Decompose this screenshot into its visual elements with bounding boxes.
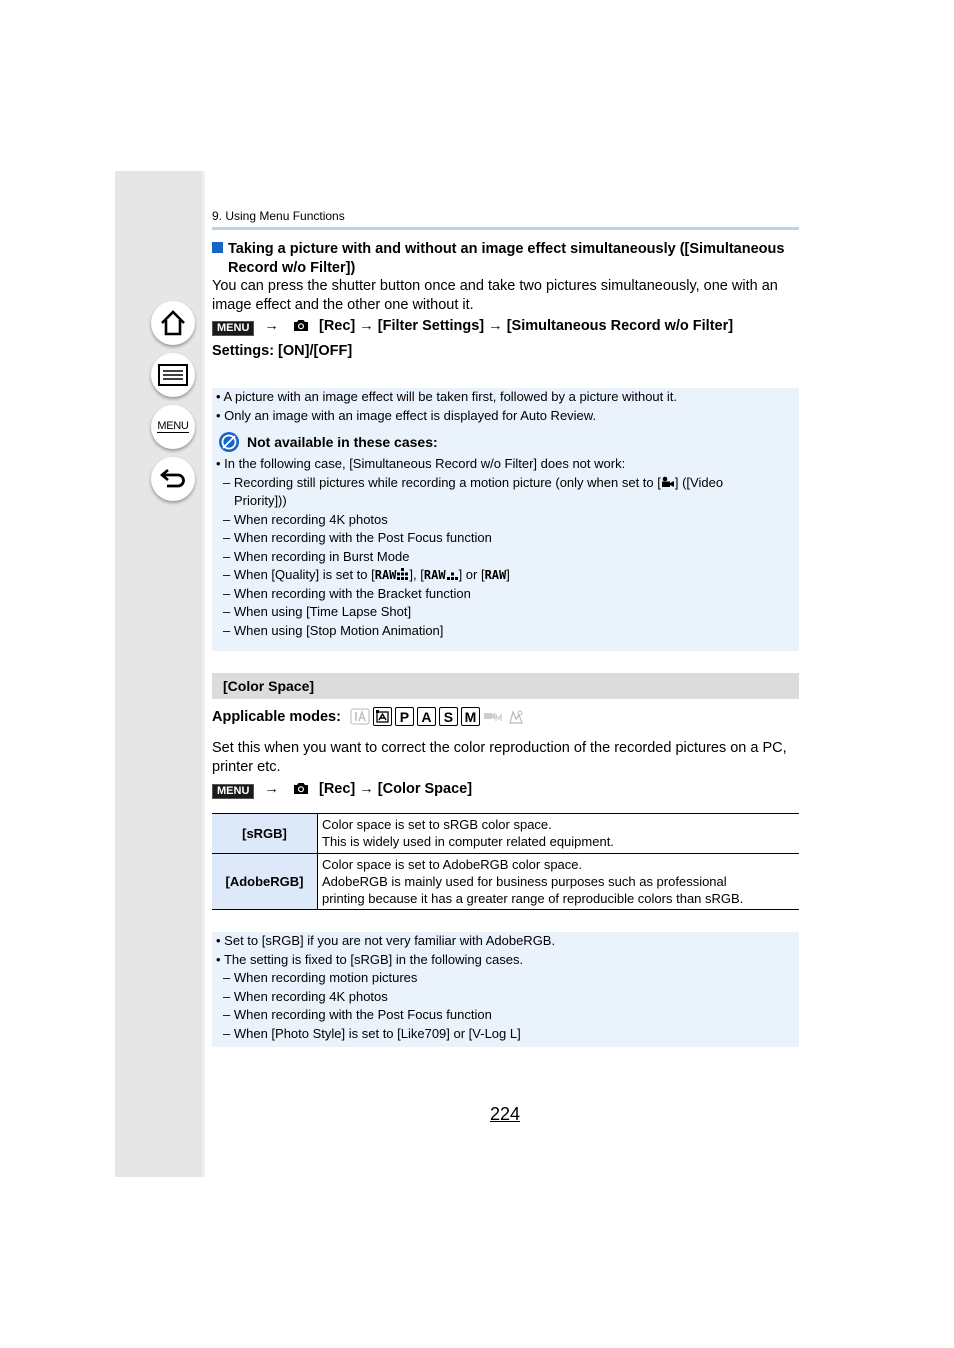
not-available-intro: • In the following case, [Simultaneous Record w/o Filter] does not work: (216, 456, 626, 471)
mode-a-icon: A (417, 707, 436, 726)
applicable-modes (212, 707, 526, 726)
note-box (212, 388, 799, 651)
mode-s-icon: S (439, 707, 458, 726)
menu-path-text: [Rec] → [Filter Settings] → [Simultaneous Record w/o Filter] (318, 318, 734, 334)
note-box (212, 932, 799, 1047)
scene-guide-mode-icon (506, 708, 526, 725)
table-row (212, 854, 799, 910)
fine-quality-icon (396, 568, 409, 580)
back-button[interactable] (151, 457, 195, 501)
list-item: – When [Photo Style] is set to [Like709] or [V-Log L] (223, 1025, 521, 1041)
menu-path (212, 318, 733, 336)
list-item: – When using [Time Lapse Shot] (223, 604, 412, 619)
list-item: – When recording with the Post Focus function (223, 530, 492, 545)
note-bullet: • A picture with an image effect will be taken first, followed by a picture without it. (216, 389, 677, 404)
color-space-description: Set this when you want to correct the color reproduction of the recorded pictures on a PC, printer etc. (212, 740, 787, 775)
mode-p-icon: P (395, 707, 414, 726)
home-button[interactable] (151, 301, 195, 345)
list-item-continued: Priority])) (234, 493, 287, 508)
home-icon (159, 309, 187, 337)
color-space-menu-path (212, 781, 472, 799)
applicable-modes-label: Applicable modes: (212, 708, 341, 725)
list-item: – When recording with the Post Focus function (223, 1007, 492, 1022)
menu-badge: MENU (212, 321, 254, 336)
settings-line: Settings: [ON]/[OFF] (212, 343, 353, 359)
standard-quality-icon (446, 568, 459, 580)
list-item: – When recording 4K photos (223, 511, 388, 527)
menu-badge: MENU (212, 784, 254, 799)
raw-fine-icon: RAW (374, 568, 397, 582)
breadcrumb-divider (212, 227, 799, 230)
note-bullet: • Set to [sRGB] if you are not very familiar with AdobeRGB. (216, 933, 556, 948)
list-item: – When recording with the Bracket function (223, 585, 471, 601)
list-item-quality: – When [Quality] is set to [RAW ], [RAW ] or [RAW] (223, 567, 510, 582)
not-available-heading: Not available in these cases: (218, 429, 799, 455)
creative-control-mode-icon (373, 707, 392, 726)
note-bullet: • Only an image with an image effect is displayed for Auto Review. (216, 407, 597, 423)
table-value: Color space is set to sRGB color space. This is widely used in computer related equipment. (318, 814, 800, 854)
table-row (212, 814, 799, 854)
raw-icon: RAW (484, 568, 507, 582)
menu-path-text: [Rec] → [Color Space] (318, 781, 473, 797)
list-item: – When recording 4K photos (223, 988, 388, 1004)
video-priority-icon (661, 476, 675, 488)
menu-label: MENU (157, 420, 189, 432)
arrow: → (264, 781, 279, 797)
list-item: – When recording in Burst Mode (223, 548, 410, 564)
section-title-line1: Taking a picture with and without an image effect simultaneously ([Simultaneous (228, 241, 785, 257)
menu-button[interactable] (151, 405, 195, 449)
section-description: You can press the shutter button once and take two pictures simultaneously, one with an image effect and the other one without it. (212, 278, 778, 313)
raw-standard-icon: RAW (423, 568, 446, 582)
arrow: → (264, 318, 279, 334)
section-title (212, 240, 802, 278)
intelligent-auto-mode-icon (350, 708, 370, 725)
section-title-line2: Record w/o Filter]) (228, 260, 356, 276)
not-available-icon (218, 431, 240, 453)
camera-icon (293, 782, 309, 795)
breadcrumb: 9. Using Menu Functions (212, 209, 345, 223)
table-key: [AdobeRGB] (212, 854, 318, 910)
table-key: [sRGB] (212, 814, 318, 854)
list-icon (158, 364, 188, 386)
square-bullet-icon (212, 242, 223, 253)
note-bullet: • The setting is fixed to [sRGB] in the following cases. (216, 951, 524, 967)
back-arrow-icon (159, 466, 187, 492)
sidebar-edge (202, 171, 205, 1177)
list-item: – Recording still pictures while recording a motion picture (only when set to [ ] ([Video (223, 474, 724, 490)
creative-video-mode-icon (483, 708, 503, 725)
color-space-table (212, 813, 799, 910)
table-value: Color space is set to AdobeRGB color space. AdobeRGB is mainly used for business purposes such as professional printing because it has a greater range of reproducible colors than sRGB. (318, 854, 800, 910)
color-space-header: [Color Space] (212, 673, 799, 699)
mode-m-icon: M (461, 707, 480, 726)
list-item: – When recording motion pictures (223, 970, 418, 985)
contents-button[interactable] (151, 353, 195, 397)
list-item: – When using [Stop Motion Animation] (223, 622, 444, 638)
page-number[interactable]: 224 (490, 1104, 521, 1124)
camera-icon (293, 319, 309, 332)
